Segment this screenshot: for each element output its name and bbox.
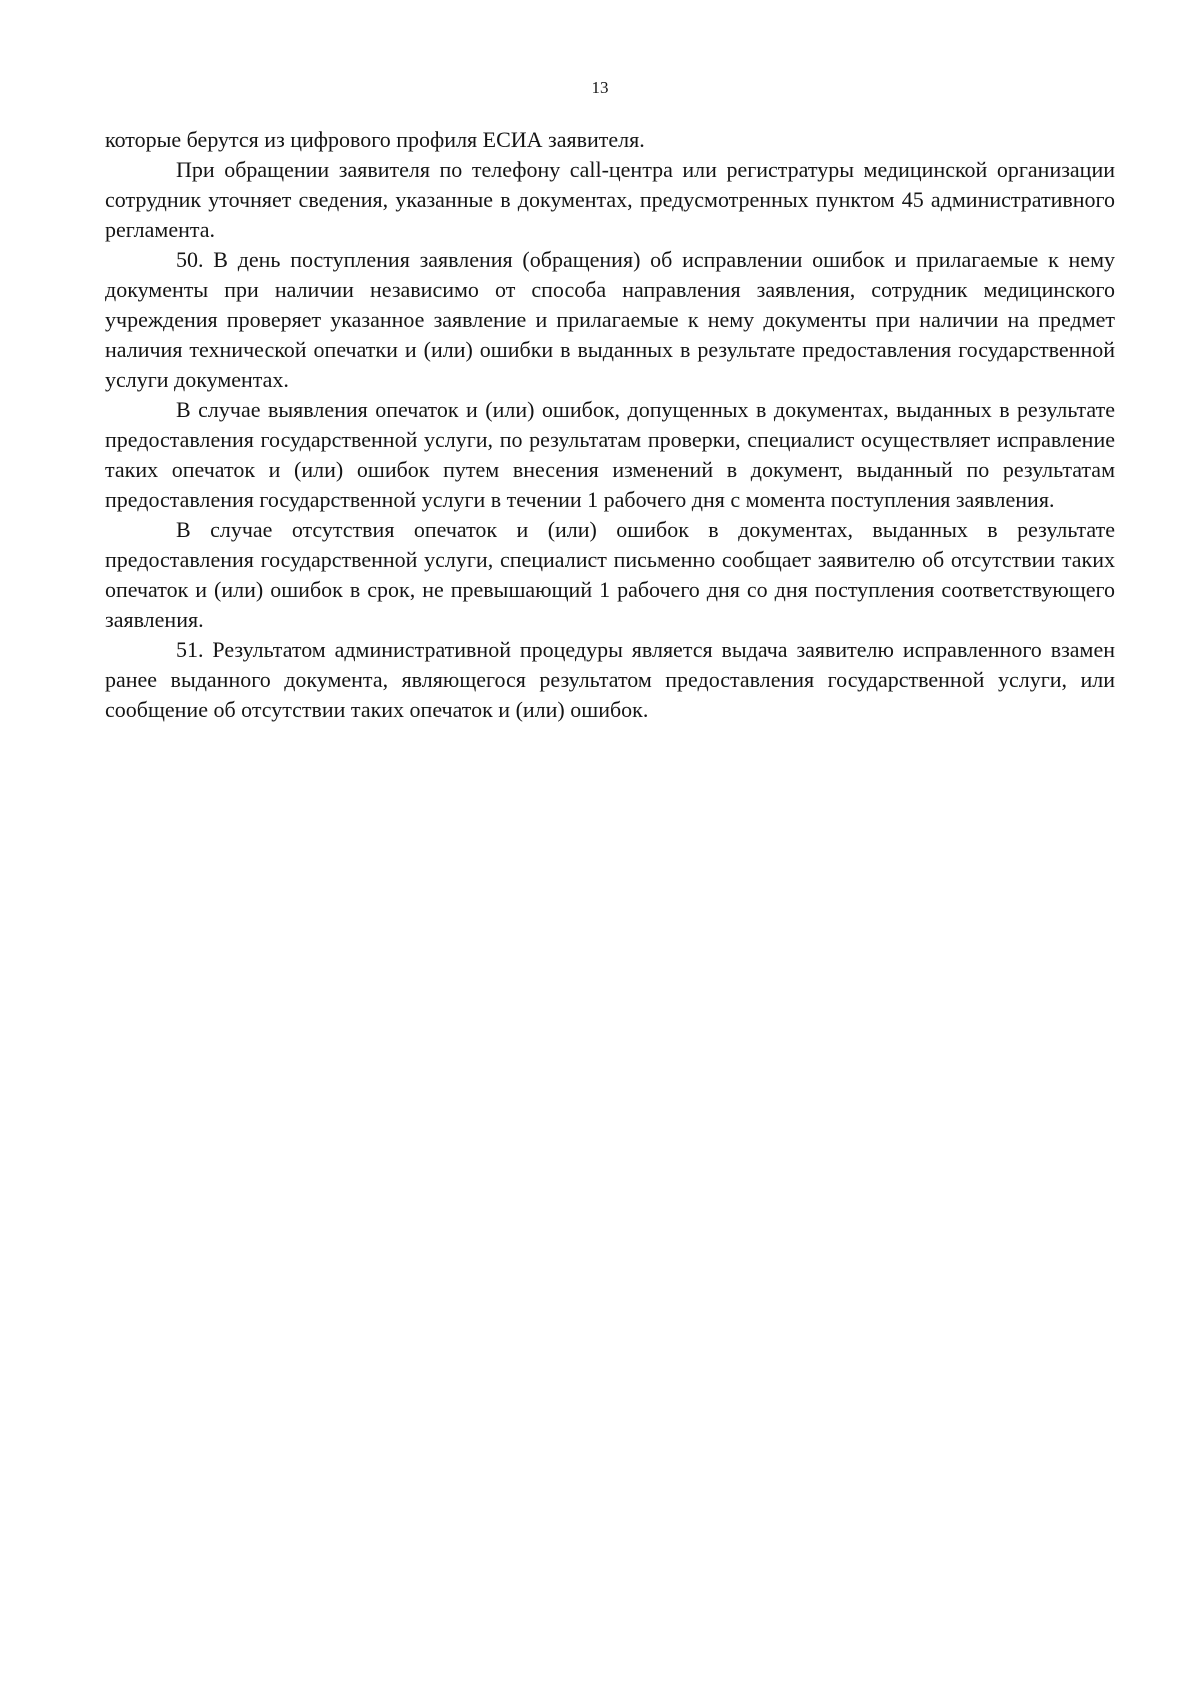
page-number: 13 (591, 78, 609, 97)
paragraph-clause-51: 51. Результатом административной процедуры является выдача заявителю исправленного взамен ранее выданного документа, являющегося результатом предоставления государственной услуги, или сообщение об отсутствии таких опечаток и (или) ошибок. (105, 637, 1115, 722)
paragraph-clause-50: 50. В день поступления заявления (обращения) об исправлении ошибок и прилагаемые к нему документы при наличии независимо от способа направления заявления, сотрудник медицинского учреждения проверяет указанное заявление и прилагаемые к нему документы при наличии на предмет наличия технической опечатки и (или) ошибки в выданных в результате предоставления государственной услуги документах. (105, 247, 1115, 392)
document-body (105, 125, 1115, 725)
paragraph-no-errors: В случае отсутствия опечаток и (или) ошибок в документах, выданных в результате предоставления государственной услуги, специалист письменно сообщает заявителю об отсутствии таких опечаток и (или) ошибок в срок, не превышающий 1 рабочего дня со дня поступления соответствующего заявления. (105, 517, 1115, 632)
paragraph-esia-profile: которые берутся из цифрового профиля ЕСИА заявителя. (105, 127, 645, 152)
paragraph-errors-found: В случае выявления опечаток и (или) ошибок, допущенных в документах, выданных в результате предоставления государственной услуги, по результатам проверки, специалист осуществляет исправление таких опечаток и (или) ошибок путем внесения изменений в документ, выданный по результатам предоставления государственной услуги в течении 1 рабочего дня с момента поступления заявления. (105, 397, 1115, 512)
paragraph-call-center: При обращении заявителя по телефону call-центра или регистратуры медицинской организации сотрудник уточняет сведения, указанные в документах, предусмотренных пунктом 45 административного регламента. (105, 157, 1115, 242)
